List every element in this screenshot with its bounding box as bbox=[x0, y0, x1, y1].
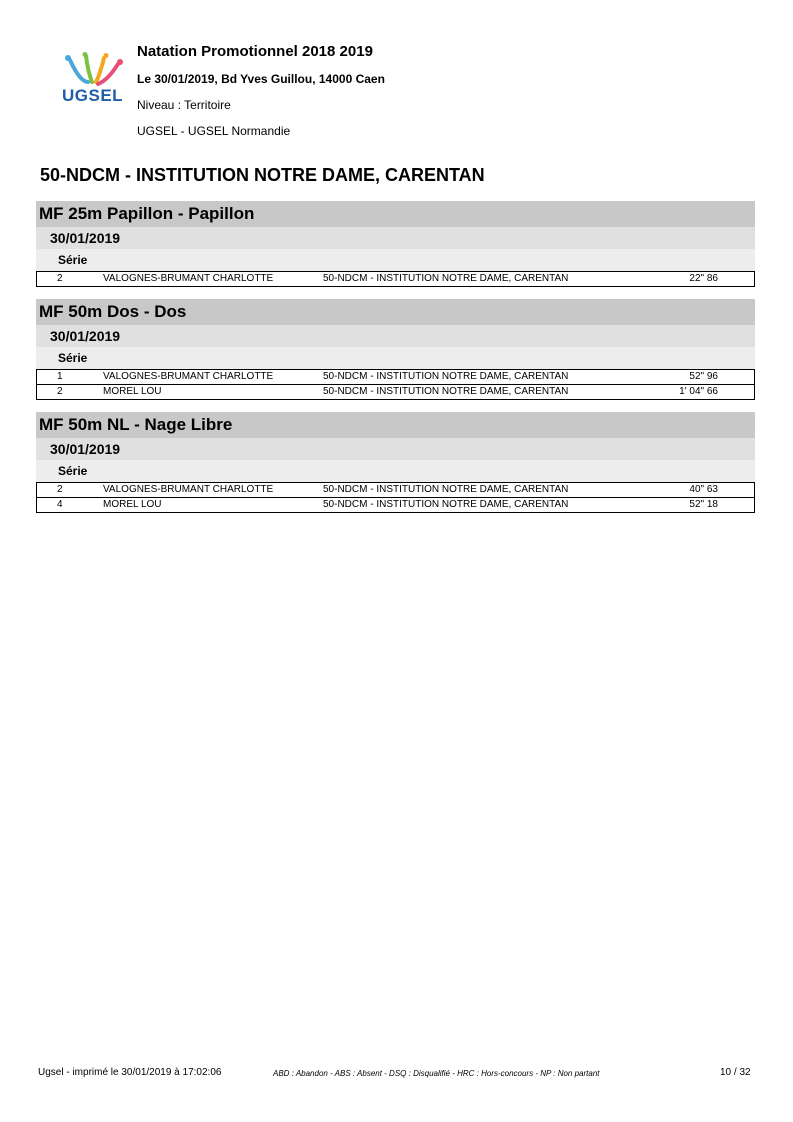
table-row bbox=[37, 370, 754, 385]
swimmer-name-cell: VALOGNES-BRUMANT CHARLOTTE bbox=[103, 371, 274, 382]
place-cell: 4 bbox=[57, 499, 63, 510]
event-section bbox=[36, 299, 755, 400]
competition-level: Niveau : Territoire bbox=[137, 98, 231, 112]
time-cell: 22" 86 bbox=[689, 273, 718, 284]
time-cell: 40" 63 bbox=[689, 484, 718, 495]
table-row bbox=[37, 272, 754, 286]
club-cell: 50-NDCM - INSTITUTION NOTRE DAME, CARENTAN bbox=[323, 499, 569, 510]
table-row bbox=[37, 498, 754, 512]
event-title: MF 25m Papillon - Papillon bbox=[36, 201, 755, 227]
table-row bbox=[37, 483, 754, 498]
club-cell: 50-NDCM - INSTITUTION NOTRE DAME, CARENTAN bbox=[323, 371, 569, 382]
results-table bbox=[36, 271, 755, 287]
time-cell: 1' 04" 66 bbox=[679, 386, 718, 397]
swimmer-name-cell: VALOGNES-BRUMANT CHARLOTTE bbox=[103, 484, 274, 495]
time-cell: 52" 96 bbox=[689, 371, 718, 382]
event-serie: Série bbox=[36, 460, 755, 482]
club-cell: 50-NDCM - INSTITUTION NOTRE DAME, CARENTAN bbox=[323, 484, 569, 495]
place-cell: 2 bbox=[57, 273, 63, 284]
time-cell: 52" 18 bbox=[689, 499, 718, 510]
event-title: MF 50m Dos - Dos bbox=[36, 299, 755, 325]
abbreviation-legend: ABD : Abandon - ABS : Absent - DSQ : Disqualifié - HRC : Hors-concours - NP : Non partant bbox=[273, 1069, 600, 1078]
event-date: 30/01/2019 bbox=[36, 227, 755, 249]
place-cell: 1 bbox=[57, 371, 63, 382]
competition-title: Natation Promotionnel 2018 2019 bbox=[137, 43, 373, 60]
competition-organisation: UGSEL - UGSEL Normandie bbox=[137, 124, 291, 138]
event-section bbox=[36, 412, 755, 513]
place-cell: 2 bbox=[57, 484, 63, 495]
club-cell: 50-NDCM - INSTITUTION NOTRE DAME, CARENTAN bbox=[323, 386, 569, 397]
event-date: 30/01/2019 bbox=[36, 325, 755, 347]
results-table bbox=[36, 369, 755, 400]
event-title: MF 50m NL - Nage Libre bbox=[36, 412, 755, 438]
event-section bbox=[36, 201, 755, 287]
table-row bbox=[37, 385, 754, 399]
swimmer-name-cell: MOREL LOU bbox=[103, 386, 162, 397]
club-cell: 50-NDCM - INSTITUTION NOTRE DAME, CARENTAN bbox=[323, 273, 569, 284]
logo-text: UGSEL bbox=[62, 86, 124, 105]
page-number: 10 / 32 bbox=[720, 1067, 751, 1078]
place-cell: 2 bbox=[57, 386, 63, 397]
competition-date-location: Le 30/01/2019, Bd Yves Guillou, 14000 Caen bbox=[137, 72, 385, 86]
results-table bbox=[36, 482, 755, 513]
swimmer-name-cell: MOREL LOU bbox=[103, 499, 162, 510]
swimmer-name-cell: VALOGNES-BRUMANT CHARLOTTE bbox=[103, 273, 274, 284]
event-date: 30/01/2019 bbox=[36, 438, 755, 460]
club-title: 50-NDCM - INSTITUTION NOTRE DAME, CARENTAN bbox=[40, 165, 485, 185]
event-serie: Série bbox=[36, 249, 755, 271]
event-serie: Série bbox=[36, 347, 755, 369]
print-info: Ugsel - imprimé le 30/01/2019 à 17:02:06 bbox=[38, 1067, 222, 1078]
